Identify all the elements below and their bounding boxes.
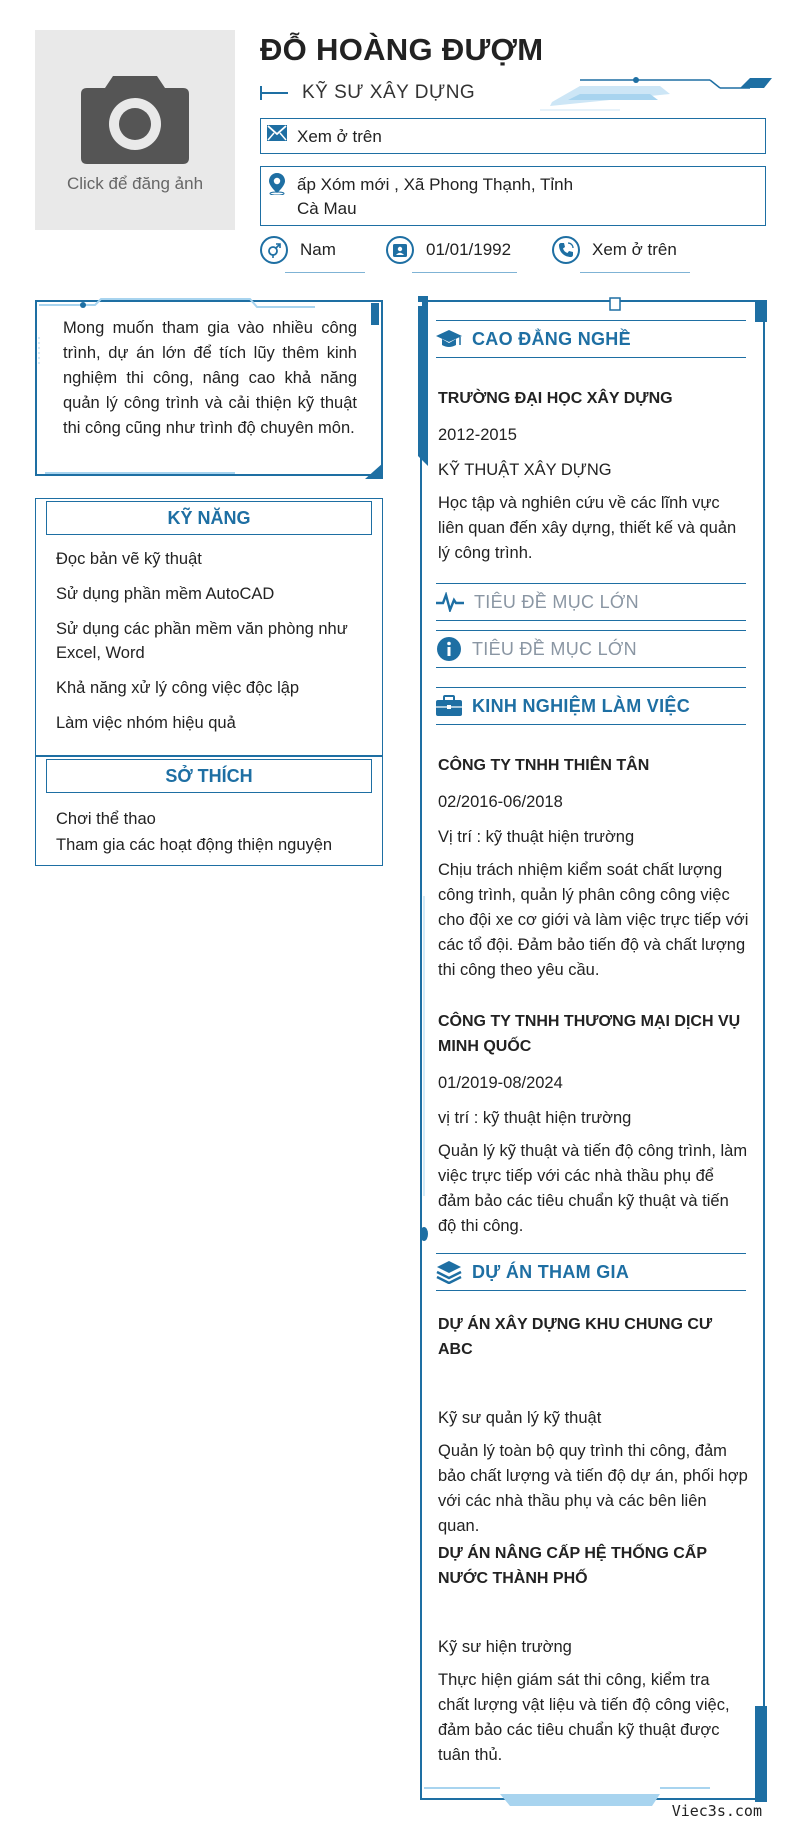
header-decoration [540, 72, 772, 112]
birthday-value: 01/01/1992 [426, 240, 512, 259]
location-icon [268, 173, 286, 195]
address-field [260, 166, 766, 226]
email-value: Xem ở trên [297, 127, 382, 146]
school-name: TRƯỜNG ĐẠI HỌC XÂY DỰNG [438, 390, 673, 407]
placeholder-section-2 [436, 630, 746, 668]
placeholder-section-1 [436, 583, 746, 621]
project-description: Quản lý toàn bộ quy trình thi công, đảm bảo chất lượng và tiến độ dự án, phối hợp với các nhà thầu phụ và các bên liên quan. [438, 1442, 748, 1535]
hobbies-list [36, 793, 382, 857]
education-description: Học tập và nghiên cứu về các lĩnh vực liên quan đến xây dựng, thiết kế và quản lý công trình. [438, 494, 737, 562]
objective-decoration [35, 297, 383, 479]
id-card-icon [392, 242, 408, 258]
experience-entry-2 [438, 1009, 750, 1239]
birthday-field [386, 236, 511, 264]
education-period: 2012-2015 [438, 426, 517, 444]
objective-text: Mong muốn tham gia vào nhiều công trình, dự án lớn để tích lũy thêm kinh nghiệm thi công, nâng cao khả năng quản lý công trình và cải thiện kỹ thuật thi công cũng như trình độ chuyên môn. [63, 319, 357, 437]
skill-item: Khả năng xử lý công việc độc lập [56, 679, 300, 697]
email-field [260, 118, 766, 154]
hobbies-title: SỞ THÍCH [46, 759, 372, 793]
gender-field [260, 236, 336, 264]
candidate-name: ĐỖ HOÀNG ĐƯỢM [260, 32, 544, 67]
job-period: 01/2019-08/2024 [438, 1074, 563, 1092]
phone-value: Xem ở trên [592, 240, 677, 259]
phone-icon [558, 242, 574, 258]
experience-section-header [436, 687, 746, 725]
info-icon [436, 636, 462, 662]
education-major: KỸ THUẬT XÂY DỰNG [438, 461, 612, 479]
education-entry [438, 386, 748, 566]
graduation-cap-icon [436, 328, 462, 350]
job-description: Chịu trách nhiệm kiểm soát chất lượng công trình, quản lý phân công công việc cho đội xe cơ giới và làm việc trực tiếp với các tổ đội. Đảm bảo tiến độ và chất lượng thi công theo yêu cầu. [438, 861, 749, 979]
job-period: 02/2016-06/2018 [438, 793, 563, 811]
skills-section [35, 498, 383, 756]
watermark: Viec3s.com [671, 1802, 762, 1820]
projects-section-header [436, 1253, 746, 1291]
education-title: CAO ĐẲNG NGHỀ [472, 328, 631, 349]
avatar-upload[interactable] [35, 30, 235, 230]
layers-icon [436, 1260, 462, 1284]
briefcase-icon [436, 695, 462, 717]
projects-title: DỰ ÁN THAM GIA [472, 1261, 630, 1282]
phone-underline [580, 272, 690, 273]
hobbies-section [35, 756, 383, 866]
gender-value: Nam [300, 240, 336, 259]
camera-icon [75, 66, 195, 166]
photo-caption: Click để đăng ảnh [66, 174, 204, 193]
project-entry-2 [438, 1541, 738, 1768]
gender-icon [266, 242, 282, 258]
project-role: Kỹ sư hiện trường [438, 1638, 572, 1656]
experience-entry-1 [438, 753, 750, 983]
company-name: CÔNG TY TNHH THIÊN TÂN [438, 757, 650, 774]
skill-item: Sử dụng phần mềm AutoCAD [56, 585, 275, 603]
education-section-header [436, 320, 746, 358]
project-role: Kỹ sư quản lý kỹ thuật [438, 1409, 602, 1427]
project-name: DỰ ÁN XÂY DỰNG KHU CHUNG CƯ ABC [438, 1316, 713, 1358]
project-name: DỰ ÁN NÂNG CẤP HỆ THỐNG CẤP NƯỚC THÀNH PHỐ [438, 1545, 707, 1587]
project-description: Thực hiện giám sát thi công, kiểm tra chất lượng vật liệu và tiến độ công việc, đảm bảo các tiêu chuẩn kỹ thuật được tuân thủ. [438, 1671, 730, 1764]
placeholder-title: TIÊU ĐỀ MỤC LỚN [472, 638, 637, 659]
gender-underline [285, 272, 365, 273]
skills-title: KỸ NĂNG [46, 501, 372, 535]
pulse-icon [436, 592, 464, 612]
job-description: Quản lý kỹ thuật và tiến độ công trình, làm việc trực tiếp với các nhà thầu phụ để đảm bảo các tiêu chuẩn kỹ thuật và tiến độ thi công. [438, 1142, 748, 1235]
birthday-underline [412, 272, 517, 273]
skills-list [36, 535, 382, 735]
job-position: Vị trí : kỹ thuật hiện trường [438, 828, 635, 846]
job-title-row [260, 82, 475, 104]
company-name: CÔNG TY TNHH THƯƠNG MẠI DỊCH VỤ MINH QUỐC [438, 1013, 741, 1055]
hobby-item: Chơi thể thao [56, 810, 156, 828]
skill-item: Làm việc nhóm hiệu quả [56, 714, 236, 732]
project-entry-1 [438, 1312, 750, 1539]
placeholder-title: TIÊU ĐỀ MỤC LỚN [474, 591, 639, 612]
job-position: vị trí : kỹ thuật hiện trường [438, 1109, 632, 1127]
phone-field [552, 236, 677, 264]
experience-title: KINH NGHIỆM LÀM VIỆC [472, 695, 691, 716]
address-value: ấp Xóm mới , Xã Phong Thạnh, Tỉnh Cà Mau [297, 175, 574, 218]
job-title: KỸ SƯ XÂY DỰNG [302, 82, 476, 103]
skill-item: Sử dụng các phần mềm văn phòng như Excel, Word [56, 620, 348, 662]
email-icon [267, 125, 287, 141]
hobby-item: Tham gia các hoạt động thiện nguyện [56, 836, 333, 854]
skill-item: Đọc bản vẽ kỹ thuật [56, 550, 202, 568]
title-decoration [260, 92, 288, 94]
